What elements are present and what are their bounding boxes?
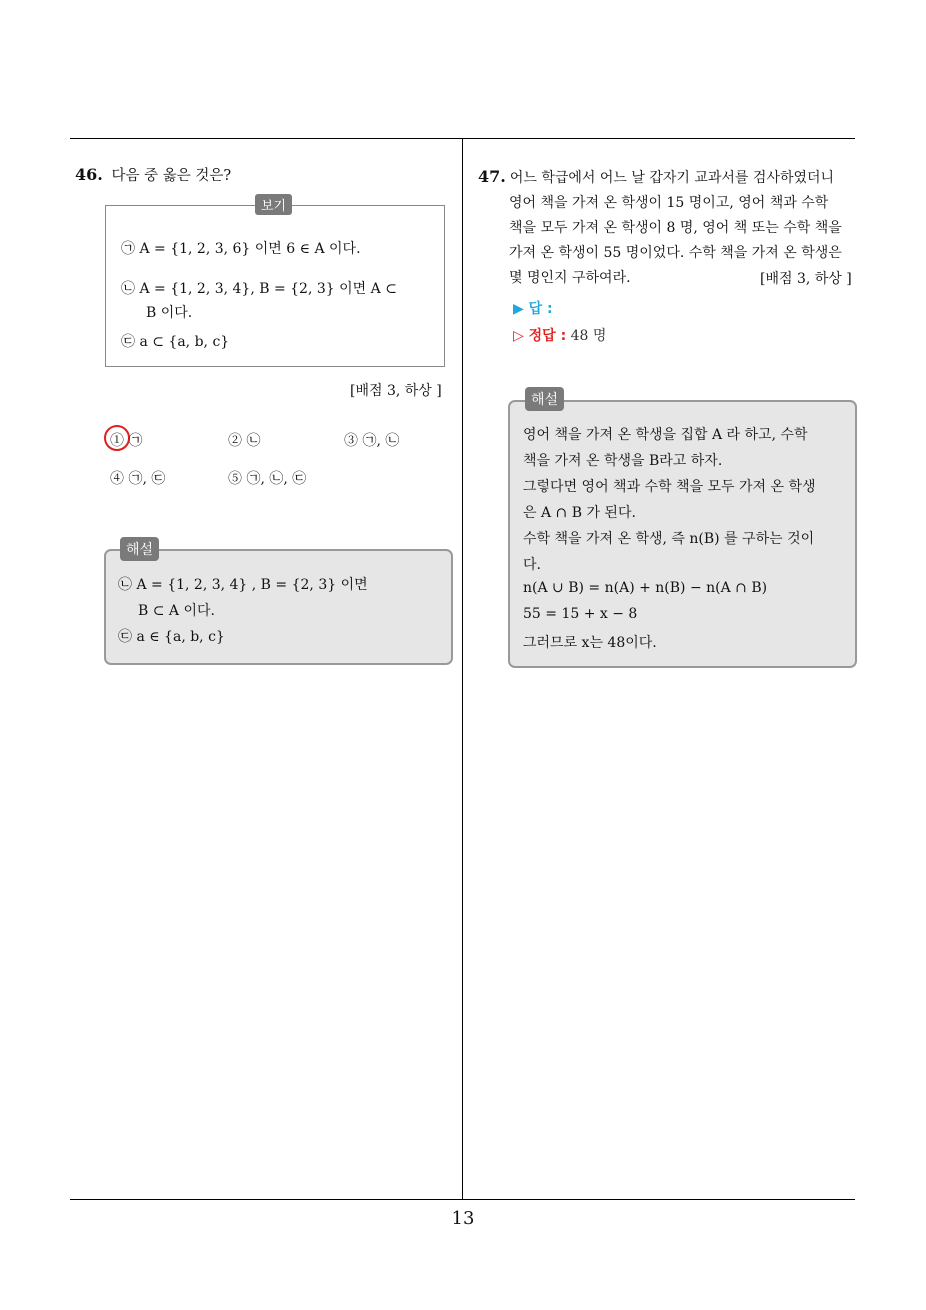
q47-correct-answer [513, 325, 606, 345]
q46-option-2[interactable]: ② ㉡ [228, 433, 261, 449]
q47-solution-line-5: 수학 책을 가져 온 학생, 즉 n(B) 를 구하는 것이 [523, 531, 815, 547]
q46-option-1[interactable]: ① ㉠ [110, 433, 143, 449]
q47-question-line-1: 어느 학급에서 어느 날 갑자기 교과서를 검사하였더니 [509, 170, 835, 186]
q46-example-box-title: 보기 [255, 194, 292, 215]
q47-question-line-2: 영어 책을 가져 온 학생이 15 명이고, 영어 책과 수학 [509, 195, 829, 211]
q47-question-line-4: 가져 온 학생이 55 명이었다. 수학 책을 가져 온 학생은 [509, 245, 842, 261]
q46-statement-2: ㉡ A = {1, 2, 3, 4}, B = {2, 3} 이면 A ⊂ [121, 281, 397, 297]
q47-correct-value: 48 명 [570, 328, 607, 344]
q46-question: 다음 중 옳은 것은? [111, 168, 232, 184]
q46-statement-1: ㉠ A = {1, 2, 3, 6} 이면 6 ∈ A 이다. [121, 241, 361, 257]
q46-solution-line-3: ㉢ a ∈ {a, b, c} [118, 629, 225, 645]
column-divider [462, 139, 463, 1199]
q46-number: 46. [75, 165, 103, 184]
page-number: 13 [451, 1208, 475, 1229]
q47-solution-line-6: 다. [523, 557, 541, 573]
q47-solution-line-8: 55 = 15 + x − 8 [523, 606, 638, 622]
q47-question-line-5: 몇 명인지 구하여라. [509, 270, 631, 286]
q46-header [75, 164, 231, 185]
q47-score: [배점 3, 하상 ] [760, 271, 852, 287]
q47-solution-line-1: 영어 책을 가져 온 학생을 집합 A 라 하고, 수학 [523, 427, 808, 443]
q47-number: 47. [478, 167, 506, 186]
bottom-rule [70, 1199, 855, 1200]
q47-answer-label[interactable]: ▶ 답 : [513, 301, 553, 317]
q47-solution-line-3: 그렇다면 영어 책과 수학 책을 모두 가져 온 학생 [523, 479, 816, 495]
q47-solution-line-4: 은 A ∩ B 가 된다. [523, 505, 636, 521]
q47-correct-label: ▷ 정답 : [513, 328, 567, 344]
q46-solution-title: 해설 [120, 537, 159, 561]
q46-solution-line-1: ㉡ A = {1, 2, 3, 4} , B = {2, 3} 이면 [118, 577, 368, 593]
q46-solution-line-2: B ⊂ A 이다. [138, 603, 215, 619]
q46-score: [배점 3, 하상 ] [350, 383, 442, 399]
q46-statement-3: ㉢ a ⊂ {a, b, c} [121, 334, 230, 350]
q47-solution-title: 해설 [525, 387, 564, 411]
q46-option-4[interactable]: ④ ㉠, ㉢ [110, 471, 166, 487]
q47-solution-line-7: n(A ∪ B) = n(A) + n(B) − n(A ∩ B) [523, 580, 768, 596]
q47-solution-line-9: 그러므로 x는 48이다. [523, 635, 657, 651]
q46-statement-2-cont: B 이다. [146, 305, 193, 321]
q47-solution-line-2: 책을 가져 온 학생을 B라고 하자. [523, 453, 723, 469]
q46-option-3[interactable]: ③ ㉠, ㉡ [344, 433, 400, 449]
q47-question-line-3: 책을 모두 가져 온 학생이 8 명, 영어 책 또는 수학 책을 [509, 220, 842, 236]
q46-option-5[interactable]: ⑤ ㉠, ㉡, ㉢ [228, 471, 307, 487]
